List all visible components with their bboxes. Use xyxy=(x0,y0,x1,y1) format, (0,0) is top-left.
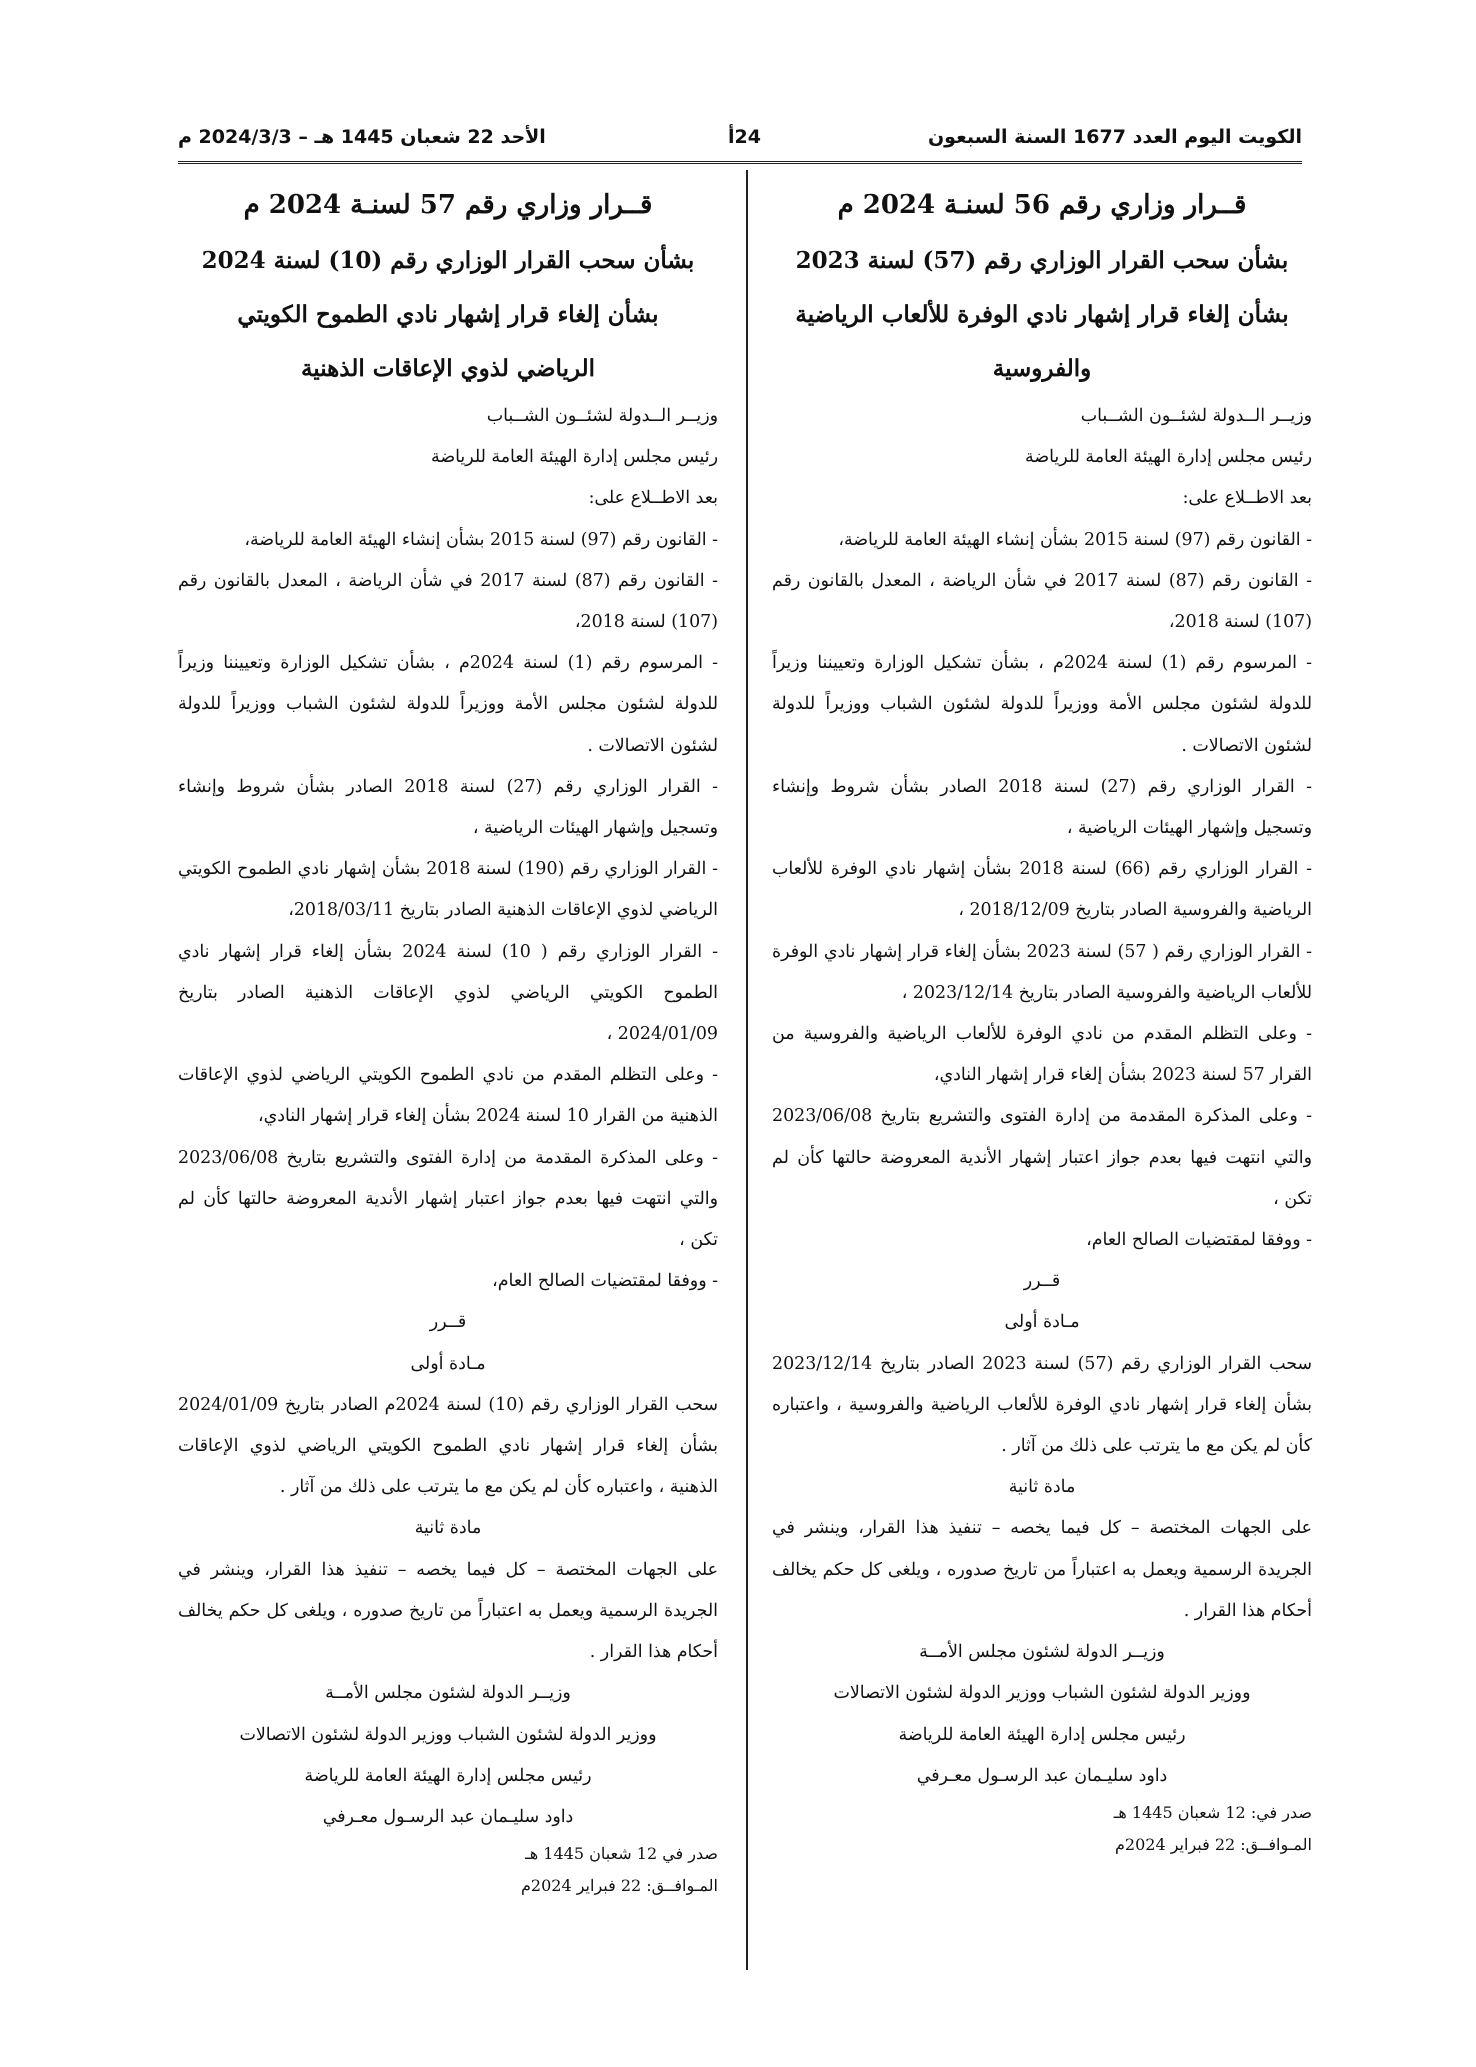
article-1-heading: مـادة أولى xyxy=(1004,1312,1080,1333)
preamble-item: - وعلى المذكرة المقدمة من إدارة الفتوى والتشريع بتاريخ 2023/06/08 والتي انتهت فيها بعدم جواز اعتبار إشهار الأندية المعروضة حالتها كأن لم تكن ، xyxy=(772,1106,1312,1209)
header-date: الأحد 22 شعبان 1445 هـ – 2024/3/3 م xyxy=(178,126,546,148)
preamble-item: - القانون رقم (87) لسنة 2017 في شأن الرياضة ، المعدل بالقانون رقم (107) لسنة 2018، xyxy=(772,570,1313,633)
issuer-line: بعد الاطــلاع على: xyxy=(588,488,718,509)
article-1-text: سحب القرار الوزاري رقم (10) لسنة 2024م الصادر بتاريخ 2024/01/09 بشأن إلغاء قرار إشهار نادي الطموح الكويتي الرياضي لذوي الإعاقات الذهنية ، واعتباره كأن لم يكن مع ما يترتب على ذلك من آثار . xyxy=(178,1394,718,1498)
article-2-heading: مادة ثانية xyxy=(414,1518,482,1539)
signature-line: رئيس مجلس إدارة الهيئة العامة للرياضة xyxy=(898,1724,1186,1745)
header-page-number: 24أ xyxy=(728,126,761,148)
issuer-line: رئيس مجلس إدارة الهيئة العامة للرياضة xyxy=(1025,447,1312,468)
column-divider xyxy=(746,170,748,1970)
preamble-item: - وعلى التظلم المقدم من نادي الطموح الكويتي الرياضي لذوي الإعاقات الذهنية من القرار 10 لسنة 2024 بشأن إلغاء قرار إشهار النادي، xyxy=(178,1065,718,1127)
article-1-heading: مـادة أولى xyxy=(410,1353,486,1374)
preamble-item: - القرار الوزاري رقم (27) لسنة 2018 الصادر بشأن شروط وإنشاء وتسجيل وإشهار الهيئات الرياضية ، xyxy=(178,776,718,839)
preamble-item: - القرار الوزاري رقم (190) لسنة 2018 بشأن إشهار نادي الطموح الكويتي الرياضي لذوي الإعاقات الذهنية الصادر بتاريخ 2018/03/11، xyxy=(178,859,718,921)
preamble-item: - القرار الوزاري رقم ( 57) لسنة 2023 بشأن إلغاء قرار إشهار نادي الوفرة للألعاب الرياضية والفروسية الصادر بتاريخ 2023/12/14 ، xyxy=(772,941,1312,1003)
decision-title: قــرار وزاري رقم 56 لسنـة 2024 م xyxy=(837,190,1247,220)
decision-57-column xyxy=(178,176,718,1902)
preamble-item: - وعلى التظلم المقدم من نادي الوفرة للألعاب الرياضية والفروسية من القرار 57 لسنة 2023 بشأن إلغاء قرار إشهار النادي، xyxy=(772,1024,1312,1086)
preamble-item: - ووفقا لمقتضيات الصالح العام، xyxy=(1086,1230,1312,1251)
preamble-item: - القانون رقم (97) لسنة 2015 بشأن إنشاء الهيئة العامة للرياضة، xyxy=(244,529,718,550)
decision-subtitle-line: بشأن إلغاء قرار إشهار نادي الطموح الكويتي xyxy=(237,301,659,328)
issuer-line: بعد الاطــلاع على: xyxy=(1182,488,1312,509)
article-2-heading: مادة ثانية xyxy=(1008,1477,1076,1498)
article-1-text: سحب القرار الوزاري رقم (57) لسنة 2023 الصادر بتاريخ 2023/12/14 بشأن إلغاء قرار إشهار نادي الوفرة للألعاب الرياضية والفروسية ، واعتباره كأن لم يكن مع ما يترتب على ذلك من آثار . xyxy=(772,1353,1312,1457)
decision-subtitle-line: الرياضي لذوي الإعاقات الذهنية xyxy=(300,355,596,382)
issued-date: صدر في 12 شعبان 1445 هـ xyxy=(525,1844,718,1864)
preamble-item: - القرار الوزاري رقم (66) لسنة 2018 بشأن إشهار نادي الوفرة للألعاب الرياضية والفروسية الصادر بتاريخ 2018/12/09 ، xyxy=(772,859,1313,921)
preamble-item: - القرار الوزاري رقم ( 10) لسنة 2024 بشأن إلغاء قرار إشهار نادي الطموح الكويتي الرياضي لذوي الإعاقات الذهنية الصادر بتاريخ 2024/01/09 ، xyxy=(178,941,718,1045)
signature-line: ووزير الدولة لشئون الشباب ووزير الدولة لشئون الاتصالات xyxy=(833,1683,1251,1704)
issuer-line: وزيــر الــدولة لشئــون الشــباب xyxy=(1080,406,1312,426)
decision-subtitle-line: بشأن سحب القرار الوزاري رقم (57) لسنة 2023 xyxy=(795,247,1289,274)
decision-subtitle-line: بشأن إلغاء قرار إشهار نادي الوفرة للألعاب الرياضية xyxy=(795,301,1289,328)
signature-line: وزيــر الدولة لشئون مجلس الأمــة xyxy=(325,1683,571,1704)
signature-line: ووزير الدولة لشئون الشباب ووزير الدولة لشئون الاتصالات xyxy=(239,1724,657,1745)
signature-name: داود سليـمان عبد الرسـول معـرفي xyxy=(322,1806,574,1827)
decision-subtitle-line: والفروسية xyxy=(992,355,1092,382)
issuer-line: وزيــر الــدولة لشئــون الشــباب xyxy=(486,406,718,426)
decision-title: قــرار وزاري رقم 57 لسنـة 2024 م xyxy=(243,190,653,220)
decision-56-column xyxy=(772,176,1312,1861)
preamble-item: - ووفقا لمقتضيات الصالح العام، xyxy=(492,1271,718,1292)
preamble-item: - القانون رقم (87) لسنة 2017 في شأن الرياضة ، المعدل بالقانون رقم (107) لسنة 2018، xyxy=(178,570,719,633)
header-rule xyxy=(178,161,1302,164)
preamble-item: - وعلى المذكرة المقدمة من إدارة الفتوى والتشريع بتاريخ 2023/06/08 والتي انتهت فيها بعدم جواز اعتبار إشهار الأندية المعروضة حالتها كأن لم تكن ، xyxy=(178,1147,718,1251)
signature-line: وزيــر الدولة لشئون مجلس الأمــة xyxy=(919,1642,1165,1663)
signature-name: داود سليـمان عبد الرسـول معـرفي xyxy=(916,1765,1168,1786)
issuer-line: رئيس مجلس إدارة الهيئة العامة للرياضة xyxy=(431,447,718,468)
article-2-text: على الجهات المختصة – كل فيما يخصه – تنفيذ هذا القرار، وينشر في الجريدة الرسمية ويعمل به اعتباراً من تاريخ صدوره ، ويلغى كل حكم يخالف أحكام هذا القرار . xyxy=(772,1518,1312,1621)
corresponding-date: المـوافــق: 22 فبراير 2024م xyxy=(1115,1834,1312,1854)
page-header xyxy=(178,120,1302,156)
preamble-item: - القانون رقم (97) لسنة 2015 بشأن إنشاء الهيئة العامة للرياضة، xyxy=(838,529,1312,550)
corresponding-date: المـوافــق: 22 فبراير 2024م xyxy=(521,1876,718,1896)
signature-line: رئيس مجلس إدارة الهيئة العامة للرياضة xyxy=(304,1765,592,1786)
decision-subtitle-line: بشأن سحب القرار الوزاري رقم (10) لسنة 2024 xyxy=(201,247,695,274)
article-2-text: على الجهات المختصة – كل فيما يخصه – تنفيذ هذا القرار، وينشر في الجريدة الرسمية ويعمل به اعتباراً من تاريخ صدوره ، ويلغى كل حكم يخالف أحكام هذا القرار . xyxy=(178,1559,718,1663)
preamble-item: - المرسوم رقم (1) لسنة 2024م ، بشأن تشكيل الوزارة وتعييننا وزيراً للدولة لشئون مجلس الأمة ووزيراً للدولة لشئون الشباب ووزيراً للدولة لشئون الاتصالات . xyxy=(772,653,1312,756)
decided-heading: قــرر xyxy=(1023,1271,1061,1292)
preamble-item: - القرار الوزاري رقم (27) لسنة 2018 الصادر بشأن شروط وإنشاء وتسجيل وإشهار الهيئات الرياضية ، xyxy=(772,776,1312,839)
header-issue-info: الكويت اليوم العدد 1677 السنة السبعون xyxy=(927,126,1302,148)
preamble-item: - المرسوم رقم (1) لسنة 2024م ، بشأن تشكيل الوزارة وتعييننا وزيراً للدولة لشئون مجلس الأمة ووزيراً للدولة لشئون الشباب ووزيراً للدولة لشئون الاتصالات . xyxy=(178,653,718,756)
decided-heading: قــرر xyxy=(429,1312,467,1333)
issued-date: صدر في: 12 شعبان 1445 هـ xyxy=(1113,1802,1312,1822)
